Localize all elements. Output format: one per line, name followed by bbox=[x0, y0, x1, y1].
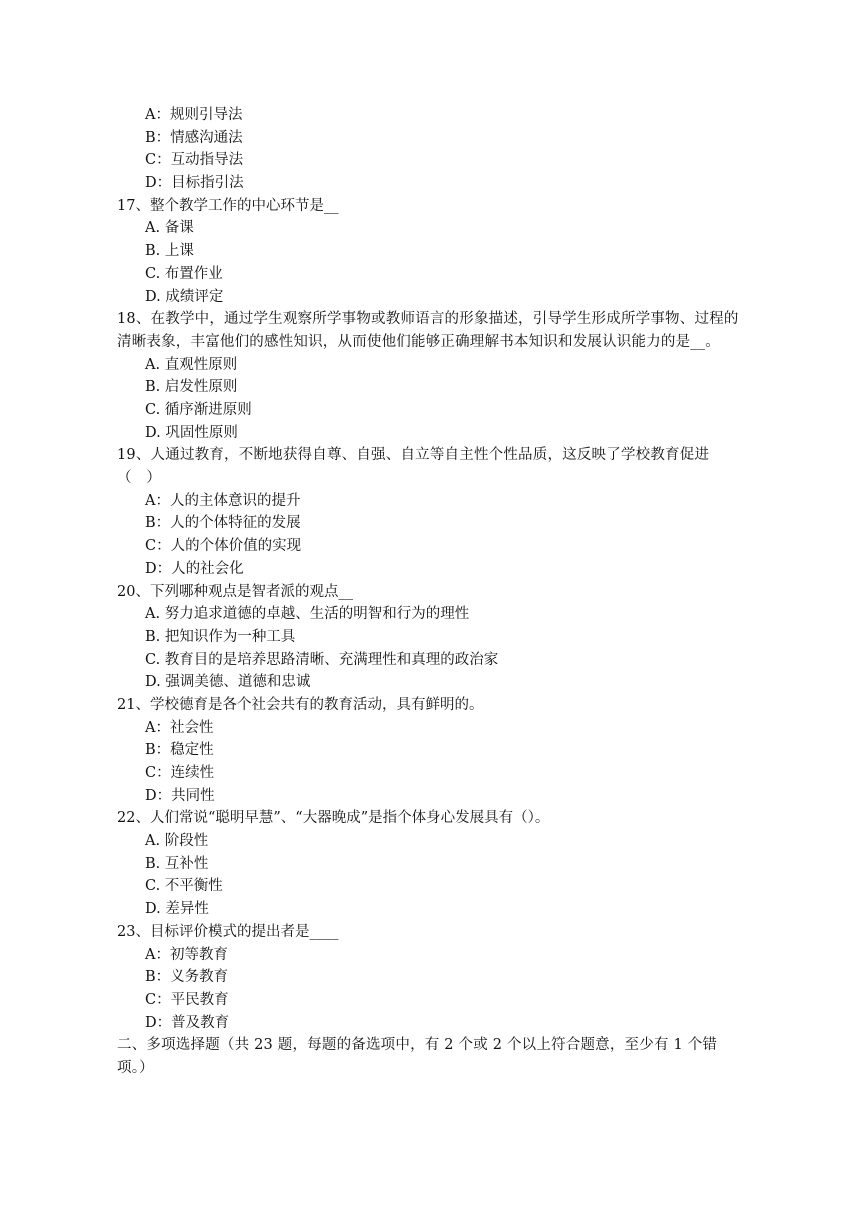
option: D. 成绩评定 bbox=[145, 288, 224, 305]
question-stem: 19、人通过教育，不断地获得自尊、自强、自立等自主性个性品质，这反映了学校教育促进（ ） bbox=[117, 447, 710, 487]
question-stem: 21、学校德育是各个社会共有的教育活动，具有鲜明的。 bbox=[117, 696, 484, 713]
option: C：互动指导法 bbox=[145, 152, 244, 169]
option: B. 启发性原则 bbox=[145, 379, 238, 396]
option: A. 直观性原则 bbox=[145, 356, 238, 373]
question-stem: 22、人们常说“聪明早慧”、“大器晚成”是指个体身心发展具有（）。 bbox=[117, 810, 550, 827]
option: D. 巩固性原则 bbox=[145, 424, 238, 441]
question-20 bbox=[117, 581, 745, 694]
option: D：普及教育 bbox=[145, 1014, 230, 1031]
option: B：人的个体特征的发展 bbox=[145, 515, 301, 532]
section-heading: 二、多项选择题（共 23 题，每题的备选项中，有 2 个或 2 个以上符合题意，至少有 1 个错项。） bbox=[117, 1037, 718, 1076]
option: C. 教育目的是培养思路清晰、充满理性和真理的政治家 bbox=[145, 651, 499, 668]
question-stem: 18、在教学中，通过学生观察所学事物或教师语言的形象描述，引导学生形成所学事物、过程的清晰表象，丰富他们的感性知识，从而使他们能够正确理解书本知识和发展认识能力的是__。 bbox=[117, 311, 739, 350]
option: B：稳定性 bbox=[145, 742, 214, 759]
option: B：情感沟通法 bbox=[145, 129, 243, 146]
option: B. 把知识作为一种工具 bbox=[145, 628, 296, 645]
option: D. 强调美德、道德和忠诚 bbox=[145, 674, 311, 691]
option: A：人的主体意识的提升 bbox=[145, 492, 301, 509]
option: C. 不平衡性 bbox=[145, 878, 223, 895]
option: B. 互补性 bbox=[145, 855, 209, 872]
option: A. 阶段性 bbox=[145, 833, 209, 850]
option: D：人的社会化 bbox=[145, 560, 244, 577]
option: C. 循序渐进原则 bbox=[145, 401, 252, 418]
option: A. 备课 bbox=[145, 220, 194, 237]
option: C：人的个体价值的实现 bbox=[145, 538, 302, 555]
option: D：共同性 bbox=[145, 787, 215, 804]
leading-options bbox=[117, 104, 745, 195]
question-stem: 17、整个教学工作的中心环节是__ bbox=[117, 197, 339, 214]
option: C. 布置作业 bbox=[145, 265, 223, 282]
option: D：目标指引法 bbox=[145, 175, 244, 192]
document-page bbox=[117, 104, 745, 1080]
option: B：义务教育 bbox=[145, 969, 229, 986]
question-23 bbox=[117, 921, 745, 1034]
question-17 bbox=[117, 195, 745, 308]
question-22 bbox=[117, 807, 745, 920]
question-19 bbox=[117, 444, 745, 580]
option: C：平民教育 bbox=[145, 991, 229, 1008]
option: A：初等教育 bbox=[145, 946, 228, 963]
question-stem: 23、目标评价模式的提出者是____ bbox=[117, 923, 339, 940]
option: A：规则引导法 bbox=[145, 107, 243, 123]
question-18 bbox=[117, 308, 745, 444]
option: A. 努力追求道德的卓越、生活的明智和行为的理性 bbox=[145, 606, 470, 623]
question-21 bbox=[117, 694, 745, 807]
option: A：社会性 bbox=[145, 719, 214, 736]
option: C：连续性 bbox=[145, 765, 215, 781]
option: D. 差异性 bbox=[145, 901, 209, 918]
question-stem: 20、下列哪种观点是智者派的观点__ bbox=[117, 583, 353, 600]
option: B. 上课 bbox=[145, 243, 194, 260]
